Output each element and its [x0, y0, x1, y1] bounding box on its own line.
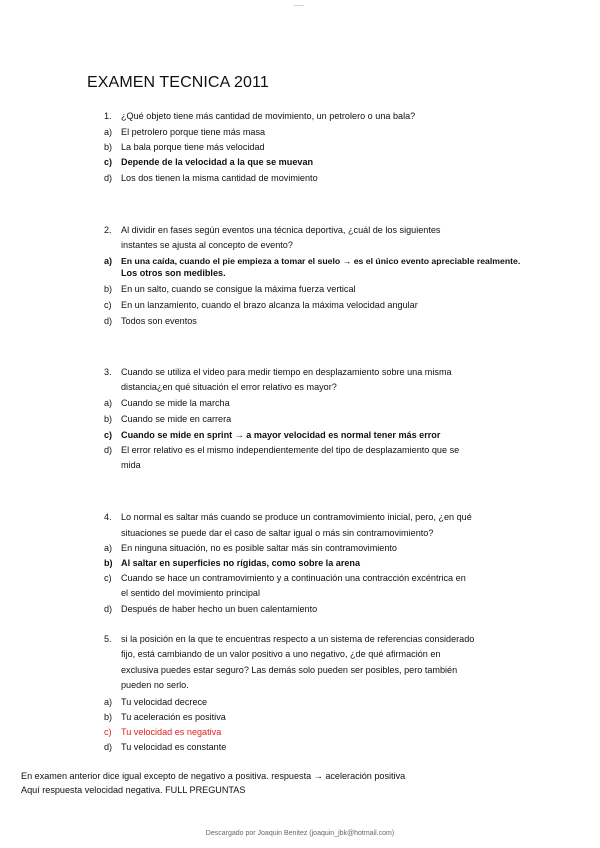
q3-b-text: Cuando se mide en carrera: [121, 414, 232, 424]
q5-a-letter: a): [104, 697, 113, 707]
q4-b-text: Al saltar en superficies no rígidas, como sobre la arena: [121, 558, 361, 568]
q3-d-text-line2: mida: [121, 460, 141, 470]
q2-a-text-line2: Los otros son medibles.: [121, 268, 226, 278]
q5-c-text: Tu velocidad es negativa: [121, 727, 222, 737]
q3-b-letter: b): [104, 414, 113, 424]
q3-c-letter: c): [104, 430, 113, 440]
top-mark: ___: [294, 0, 305, 6]
q1-b-text: La bala porque tiene más velocidad: [121, 142, 265, 152]
q3-d-text-line1: El error relativo es el mismo independientemente del tipo de desplazamiento que se: [121, 445, 460, 455]
q1-a-letter: a): [104, 127, 113, 137]
q2-a-letter: a): [104, 256, 113, 266]
q3-text-line2: distancia¿en qué situación el error relativo es mayor?: [121, 382, 337, 392]
q5-text-line3: exclusiva puedes estar seguro? Las demás solo pueden ser posibles, pero también: [121, 665, 458, 675]
q3-a-text: Cuando se mide la marcha: [121, 398, 230, 408]
q5-b-text: Tu aceleración es positiva: [121, 712, 226, 722]
q2-c-letter: c): [104, 300, 112, 310]
q4-number: 4.: [104, 512, 112, 522]
q2-c-text: En un lanzamiento, cuando el brazo alcanza la máxima velocidad angular: [121, 300, 418, 310]
q1-number: 1.: [104, 111, 112, 121]
q5-text-line1: si la posición en la que te encuentras respecto a un sistema de referencias considerado: [121, 634, 475, 644]
q3-d-letter: d): [104, 445, 113, 455]
q1-c-letter: c): [104, 157, 113, 167]
q3-text-line1: Cuando se utiliza el video para medir tiempo en desplazamiento sobre una misma: [121, 367, 452, 377]
q2-b-text: En un salto, cuando se consigue la máxima fuerza vertical: [121, 284, 356, 294]
q1-text: ¿Qué objeto tiene más cantidad de movimiento, un petrolero o una bala?: [121, 111, 416, 121]
q4-c-letter: c): [104, 573, 112, 583]
q2-number: 2.: [104, 225, 112, 235]
page-title: EXAMEN TECNICA 2011: [87, 74, 269, 91]
q3-a-letter: a): [104, 398, 113, 408]
q5-text-line2: fijo, está cambiando de un valor positivo a uno negativo, ¿de qué afirmación en: [121, 649, 441, 659]
note-line1: En examen anterior dice igual excepto de negativo a positiva. respuesta → aceleración positiva: [21, 771, 406, 781]
q1-c-text: Depende de la velocidad a la que se muevan: [121, 157, 314, 167]
q5-d-text: Tu velocidad es constante: [121, 742, 227, 752]
q1-b-letter: b): [104, 142, 113, 152]
q2-a-text-line1: En una caída, cuando el pie empieza a tomar el suelo → es el único evento apreciable realmente.: [121, 256, 521, 266]
q4-c-text-line2: el sentido del movimiento principal: [121, 588, 261, 598]
q5-d-letter: d): [104, 742, 113, 752]
q4-text-line1: Lo normal es saltar más cuando se produce un contramovimiento inicial, pero, ¿en qué: [121, 512, 472, 522]
q1-d-letter: d): [104, 173, 113, 183]
q4-a-text: En ninguna situación, no es posible saltar más sin contramovimiento: [121, 543, 397, 553]
q1-a-text: El petrolero porque tiene más masa: [121, 127, 266, 137]
q4-d-letter: d): [104, 604, 113, 614]
q4-d-text: Después de haber hecho un buen calentamiento: [121, 604, 318, 614]
q4-text-line2: situaciones se puede dar el caso de saltar igual o más sin contramovimiento?: [121, 528, 434, 538]
q5-a-text: Tu velocidad decrece: [121, 697, 208, 707]
q2-text-line1: Al dividir en fases según eventos una técnica deportiva, ¿cuál de los siguientes: [121, 225, 441, 235]
q3-c-text: Cuando se mide en sprint → a mayor velocidad es normal tener más error: [121, 430, 441, 440]
download-footer: Descargado por Joaquin Benitez (joaquin_jbk@hotmail.com): [205, 830, 395, 837]
q3-number: 3.: [104, 367, 112, 377]
q1-d-text: Los dos tienen la misma cantidad de movimiento: [121, 173, 318, 183]
q5-b-letter: b): [104, 712, 113, 722]
q2-d-letter: d): [104, 316, 113, 326]
q5-number: 5.: [104, 634, 112, 644]
note-line2: Aquí respuesta velocidad negativa. FULL PREGUNTAS: [21, 785, 246, 795]
q5-c-letter: c): [104, 727, 112, 737]
q2-b-letter: b): [104, 284, 113, 294]
q4-b-letter: b): [104, 558, 113, 568]
q5-text-line4: pueden no serlo.: [121, 680, 189, 690]
q2-d-text: Todos son eventos: [121, 316, 197, 326]
q2-text-line2: instantes se ajusta al concepto de evento?: [121, 240, 293, 250]
q4-a-letter: a): [104, 543, 113, 553]
q4-c-text-line1: Cuando se hace un contramovimiento y a continuación una contracción excéntrica en: [121, 573, 466, 583]
